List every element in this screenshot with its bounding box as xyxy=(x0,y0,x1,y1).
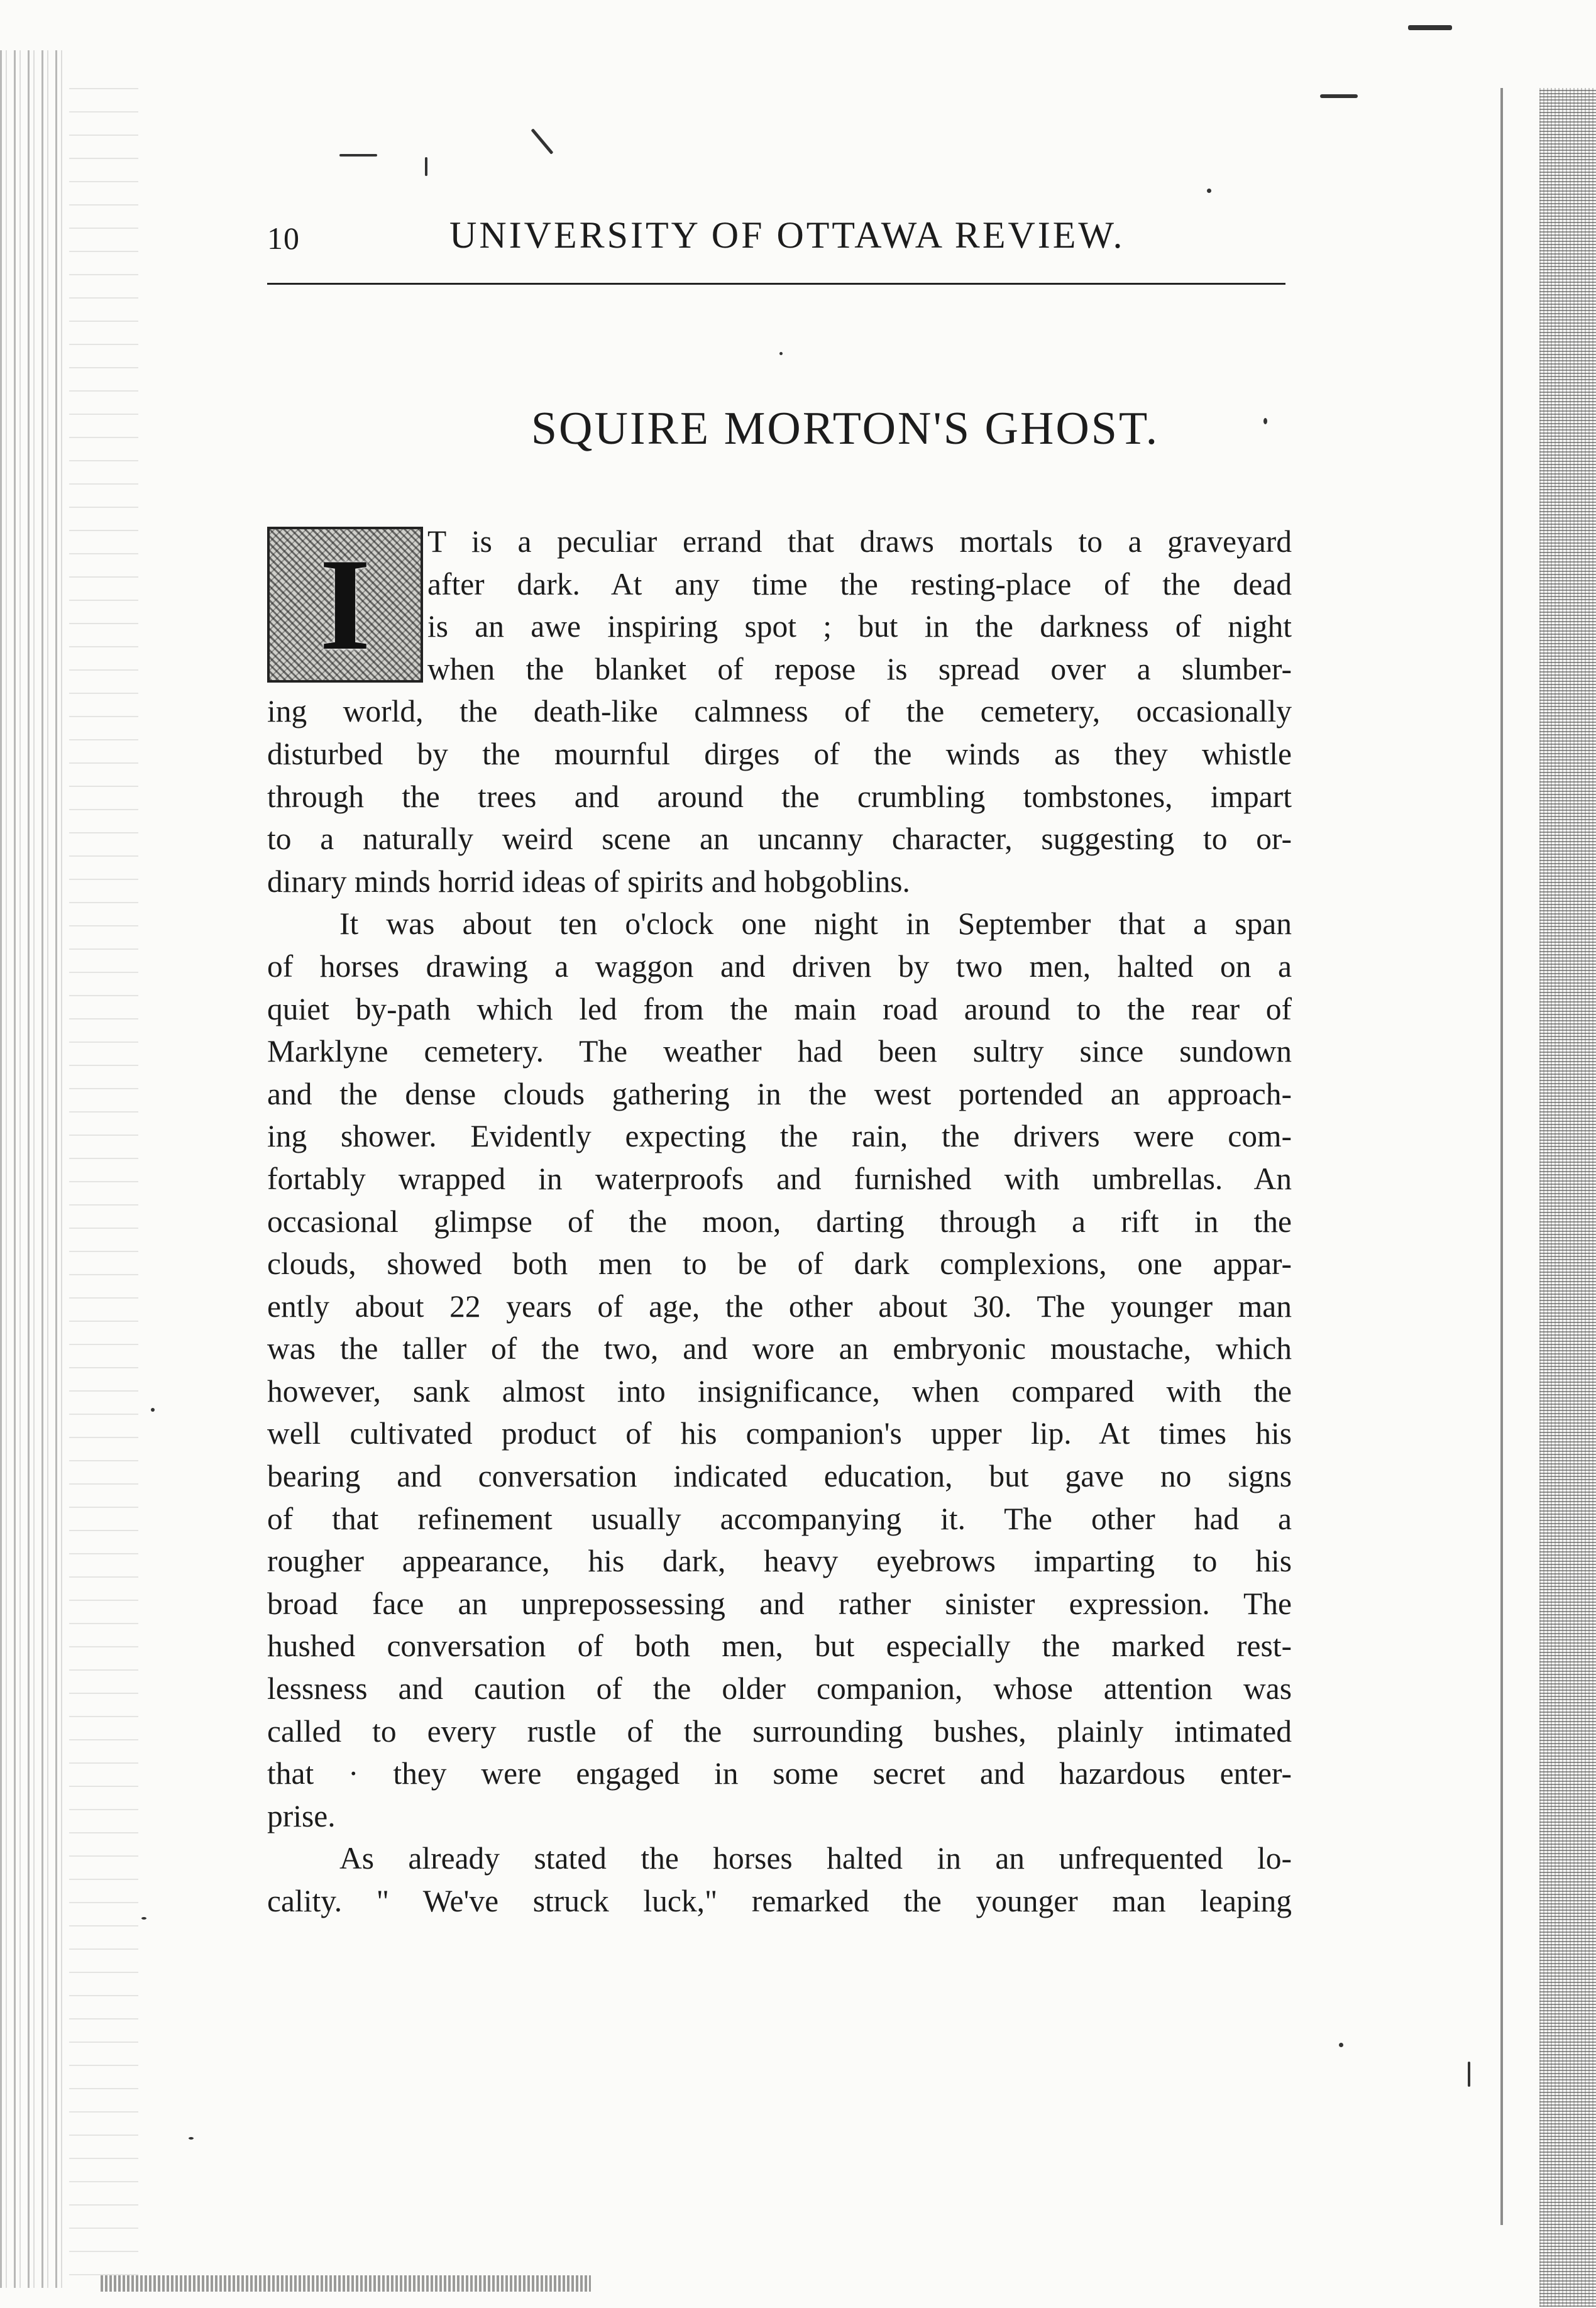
scan-speck xyxy=(1320,94,1358,98)
text-line: bearing and conversation indicated education, but gave no signs xyxy=(267,1459,1292,1494)
text-line: T is a peculiar errand that draws mortals to a graveyard xyxy=(427,524,1292,559)
scan-speck xyxy=(141,1917,146,1920)
text-line: broad face an unprepossessing and rather sinister expression. The xyxy=(267,1586,1292,1621)
scan-speck xyxy=(1339,2043,1343,2047)
text-line: however, sank almost into insignificance, when compared with the xyxy=(267,1373,1292,1409)
text-line: disturbed by the mournful dirges of the winds as they whistle xyxy=(267,736,1292,771)
scan-speck xyxy=(779,352,783,355)
text-line: to a naturally weird scene an uncanny character, suggesting to or- xyxy=(267,822,1292,857)
text-line: of horses drawing a waggon and driven by two men, halted on a xyxy=(267,948,1292,984)
scan-speck xyxy=(189,2137,194,2140)
header-rule xyxy=(267,283,1285,285)
text-line: clouds, showed both men to be of dark complexions, one appar- xyxy=(267,1246,1292,1282)
text-line: ing world, the death-like calmness of the cemetery, occasionally xyxy=(267,694,1292,729)
text-line: fortably wrapped in waterproofs and furnished with umbrellas. An xyxy=(267,1161,1292,1196)
text-line: of that refinement usually accompanying it. The other had a xyxy=(267,1501,1292,1536)
scan-speck xyxy=(425,157,427,176)
text-line: prise. xyxy=(267,1798,336,1833)
text-line: cality. " We've struck luck," remarked the younger man leaping xyxy=(267,1884,1292,1918)
article-title: SQUIRE MORTON'S GHOST. xyxy=(531,403,1160,454)
drop-cap-letter: I xyxy=(319,532,371,678)
text-line: Marklyne cemetery. The weather had been sultry since sundown xyxy=(267,1034,1292,1069)
text-line: well cultivated product of his companion's upper lip. At times his xyxy=(267,1416,1292,1451)
text-line: through the trees and around the crumbling tombstones, impart xyxy=(267,779,1292,814)
text-line: rougher appearance, his dark, heavy eyebrows imparting to his xyxy=(267,1544,1292,1579)
scan-speck xyxy=(531,128,554,155)
text-line: lessness and caution of the older companion, whose attention was xyxy=(267,1671,1292,1706)
text-line: occasional glimpse of the moon, darting through a rift in the xyxy=(267,1204,1292,1239)
scan-speck xyxy=(1408,25,1452,30)
scan-speck xyxy=(1468,2062,1470,2087)
scan-edge-left xyxy=(0,50,69,2288)
text-line: was the taller of the two, and wore an embryonic moustache, which xyxy=(267,1331,1292,1366)
article-body xyxy=(267,520,1292,1923)
text-line: when the blanket of repose is spread over a slumber- xyxy=(427,651,1292,686)
text-line: dinary minds horrid ideas of spirits and hobgoblins. xyxy=(267,864,910,899)
text-line: after dark. At any time the resting-place of the dead xyxy=(427,566,1292,602)
scan-speck xyxy=(339,154,377,157)
page-number: 10 xyxy=(267,221,300,256)
text-line: and the dense clouds gathering in the west portended an approach- xyxy=(267,1076,1292,1111)
text-line: As already stated the horses halted in an unfrequented lo- xyxy=(339,1841,1292,1876)
text-line: ing shower. Evidently expecting the rain, the drivers were com- xyxy=(267,1119,1292,1154)
scan-speck xyxy=(1207,189,1211,193)
scan-edge-bottom xyxy=(101,2275,591,2292)
text-line: quiet by-path which led from the main road around to the rear of xyxy=(267,991,1292,1026)
page-header xyxy=(267,214,1285,270)
text-line: called to every rustle of the surrounding bushes, plainly intimated xyxy=(267,1713,1292,1749)
text-line: that · they were engaged in some secret and hazardous enter- xyxy=(267,1756,1292,1791)
text-line: It was about ten o'clock one night in September that a span xyxy=(339,906,1292,942)
running-head: UNIVERSITY OF OTTAWA REVIEW. xyxy=(449,214,1125,256)
text-line: ently about 22 years of age, the other about 30. The younger man xyxy=(267,1289,1292,1324)
text-line: hushed conversation of both men, but especially the marked rest- xyxy=(267,1629,1292,1664)
scan-speck xyxy=(151,1408,155,1412)
text-line: is an awe inspiring spot ; but in the darkness of night xyxy=(427,609,1292,644)
